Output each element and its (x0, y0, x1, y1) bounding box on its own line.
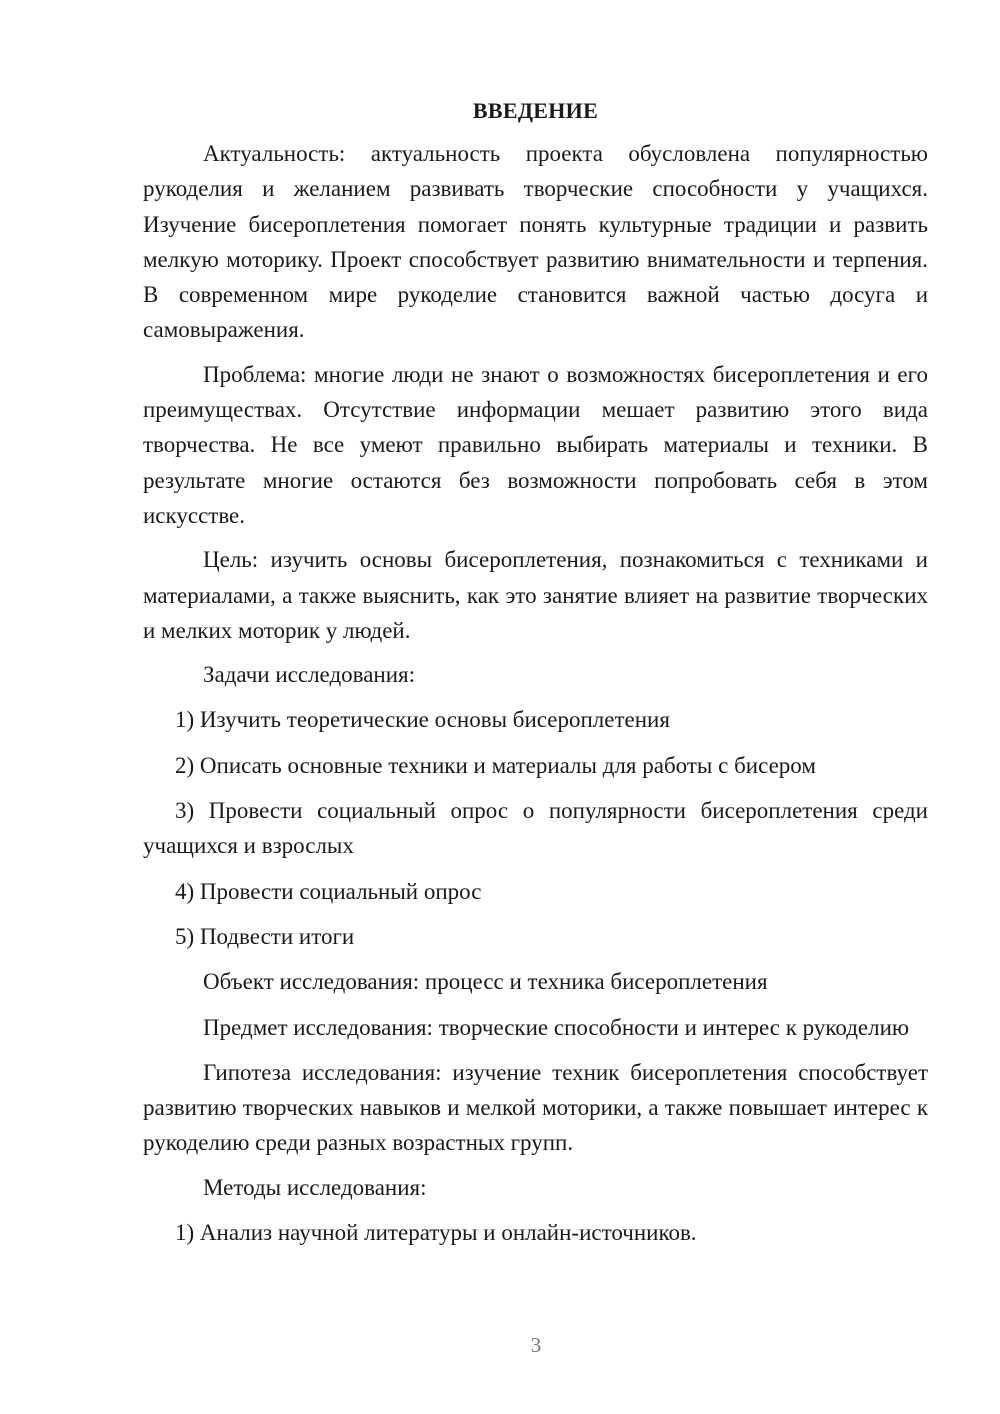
task-item-2: 2) Описать основные техники и материалы для работы с бисером (175, 752, 816, 778)
tasks-heading: Задачи исследования: (203, 662, 416, 688)
page-title: ВВЕДЕНИЕ (472, 98, 599, 123)
subject-paragraph: Предмет исследования: творческие способности и интерес к рукоделию (203, 1014, 910, 1040)
goal-paragraph: Цель: изучить основы бисероплетения, познакомиться с техниками и материалами, а также выяснить, как это занятие влияет на развитие творческих и мелких моторик у людей. (143, 547, 928, 643)
document-body (143, 96, 928, 1250)
problem-paragraph: Проблема: многие люди не знают о возможностях бисероплетения и его преимуществах. Отсутствие информации мешает развитию этого вида творчества. Не все умеют правильно выбирать материалы и техники. В результате многие остаются без возможности попробовать себя в этом искусстве. (143, 361, 928, 528)
task-item-1: 1) Изучить теоретические основы бисероплетения (175, 707, 670, 733)
task-item-4: 4) Провести социальный опрос (175, 878, 482, 904)
hypothesis-paragraph: Гипотеза исследования: изучение техник бисероплетения способствует развитию творческих навыков и мелкой моторики, а также повышает интерес к рукоделию среди разных возрастных групп. (143, 1059, 928, 1156)
task-item-5: 5) Подвести итоги (175, 923, 355, 949)
methods-heading: Методы исследования: (203, 1174, 427, 1200)
object-paragraph: Объект исследования: процесс и техника бисероплетения (203, 969, 768, 995)
task-item-3: 3) Провести социальный опрос о популярности бисероплетения среди учащихся и взрослых (143, 798, 928, 859)
page-number: 3 (530, 1333, 542, 1357)
relevance-paragraph: Актуальность: актуальность проекта обусловлена популярностью рукоделия и желанием развивать творческие способности у учащихся. Изучение бисероплетения помогает понять культурные традиции и развить мелкую моторику. Проект способствует развитию внимательности и терпения. В современном мире рукоделие становится важной частью досуга и самовыражения. (143, 141, 928, 343)
method-item-1: 1) Анализ научной литературы и онлайн-источников. (175, 1220, 697, 1246)
